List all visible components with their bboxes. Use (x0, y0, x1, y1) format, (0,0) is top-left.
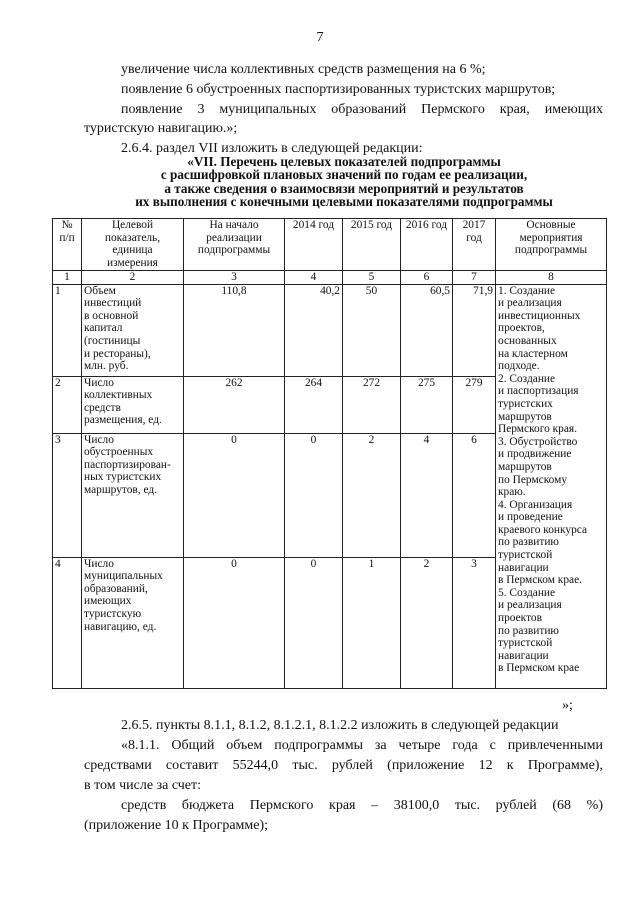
word: – (371, 798, 379, 813)
title-line-4: их выполнения с конечными целевыми показателями подпрограммы (135, 194, 553, 210)
value-2015-cell: 272 (343, 376, 401, 433)
indicator-name-cell: Число обустроенных паспортизирован- ных туристских маршрутов, ед. (82, 433, 184, 557)
header-cell: № п/п (53, 219, 82, 271)
header-cell: Основные мероприятия подпрограммы (496, 219, 607, 271)
intro-line-5: 2.6.4. раздел VII изложить в следующей редакции: (121, 141, 423, 156)
row-number-cell: 4 (53, 557, 82, 688)
value-2015-cell: 2 (343, 433, 401, 557)
outro-line-1: 2.6.5. пункты 8.1.1, 8.1.2, 8.1.2.1, 8.1.2.2 изложить в следующей редакции (121, 718, 559, 733)
word: с (489, 738, 496, 753)
col-number-cell: 2 (82, 271, 184, 285)
start-value-cell: 0 (184, 433, 285, 557)
closing-mark: »; (562, 698, 573, 713)
word: Пермского (249, 798, 314, 813)
header-cell: 2016 год (401, 219, 453, 271)
value-2017-cell: 279 (453, 376, 496, 433)
word: (68 (552, 798, 572, 813)
header-cell: 2014 год (285, 219, 343, 271)
word: Пермского (421, 102, 485, 117)
word: тыс. (454, 798, 481, 813)
word: к (506, 758, 514, 773)
value-2014-cell: 40,2 (285, 284, 343, 376)
intro-line-2: появление 6 обустроенных паспортизированных туристских маршрутов; (121, 82, 556, 97)
outro-line-3 (84, 758, 603, 774)
start-value-cell: 0 (184, 557, 285, 688)
word: бюджета (181, 798, 235, 813)
indicator-name-cell: Объем инвестиций в основной капитал (гостиницы и рестораны), млн. руб. (82, 284, 184, 376)
outro-line-6: (приложение 10 к Программе); (84, 818, 269, 833)
value-2016-cell: 4 (401, 433, 453, 557)
col-number-cell: 3 (184, 271, 285, 285)
section-title (84, 155, 604, 209)
value-2014-cell: 0 (285, 557, 343, 688)
word: тыс. (292, 758, 318, 773)
word: края, (499, 102, 530, 117)
indicators-table (52, 218, 607, 689)
word: 55244,0 (232, 758, 279, 773)
word: Программе), (527, 758, 603, 773)
word: имеющих (544, 102, 603, 117)
column-number-row (53, 271, 607, 285)
word: составит (165, 758, 219, 773)
col-number-cell: 6 (401, 271, 453, 285)
word: рублей (495, 798, 537, 813)
value-2015-cell: 1 (343, 557, 401, 688)
title-line-3: а также сведения о взаимосвязи мероприятий и результатов (164, 180, 524, 196)
measures-cell: 1. Создание и реализация инвестиционных проектов, основанных на кластерном подходе. 2. Создание и паспортизация туристских маршрутов Пермского края. 3. Обустройство и продвижение маршрутов по Пермскому краю. 4. Организация и проведение краевого конкурса по развитию туристской навигации в Пермском крае. 5. Создание и реализация проектов по развитию туристской навигации в Пермском крае (496, 284, 607, 688)
word: (приложение (387, 758, 465, 773)
header-cell: Целевой показатель, единица измерения (82, 219, 184, 271)
value-2015-cell: 50 (343, 284, 401, 376)
word: года (452, 738, 478, 753)
word: объем (226, 738, 263, 753)
row-number-cell: 1 (53, 284, 82, 376)
indicator-name-cell: Число муниципальных образований, имеющих туристскую навигацию, ед. (82, 557, 184, 688)
word: края (329, 798, 356, 813)
intro-line-4: туристскую навигацию.»; (84, 121, 238, 136)
value-2016-cell: 275 (401, 376, 453, 433)
value-2017-cell: 6 (453, 433, 496, 557)
word: четыре (398, 738, 441, 753)
word: привлеченными (507, 738, 603, 753)
word: 3 (197, 102, 205, 117)
col-number-cell: 7 (453, 271, 496, 285)
word: средств (121, 798, 167, 813)
outro-line-4: в том числе за счет: (84, 778, 202, 793)
value-2014-cell: 0 (285, 433, 343, 557)
word: образований (331, 102, 407, 117)
table-header-row (53, 219, 607, 271)
value-2017-cell: 71,9 (453, 284, 496, 376)
word: за (374, 738, 387, 753)
outro-line-2 (121, 738, 603, 754)
word: %) (586, 798, 603, 813)
row-number-cell: 2 (53, 376, 82, 433)
table-row (53, 284, 607, 376)
start-value-cell: 110,8 (184, 284, 285, 376)
header-cell: На начало реализации подпрограммы (184, 219, 285, 271)
col-number-cell: 1 (53, 271, 82, 285)
start-value-cell: 262 (184, 376, 285, 433)
col-number-cell: 4 (285, 271, 343, 285)
value-2016-cell: 2 (401, 557, 453, 688)
page-number: 7 (316, 30, 324, 45)
word: появление (121, 102, 183, 117)
col-number-cell: 5 (343, 271, 401, 285)
word: муниципальных (219, 102, 317, 117)
header-cell: 2015 год (343, 219, 401, 271)
value-2016-cell: 60,5 (401, 284, 453, 376)
col-number-cell: 8 (496, 271, 607, 285)
word: «8.1.1. (121, 738, 160, 753)
indicator-name-cell: Число коллективных средств размещения, ед. (82, 376, 184, 433)
outro-line-5 (121, 798, 603, 814)
title-line-2: с расшифровкой плановых значений по годам ее реализации, (160, 167, 528, 183)
word: средствами (84, 758, 152, 773)
intro-line-3 (121, 102, 603, 118)
row-number-cell: 3 (53, 433, 82, 557)
intro-line-1: увеличение числа коллективных средств размещения на 6 %; (121, 62, 486, 77)
word: рублей (331, 758, 373, 773)
title-line-1: «VII. Перечень целевых показателей подпрограммы (187, 154, 501, 169)
value-2014-cell: 264 (285, 376, 343, 433)
value-2017-cell: 3 (453, 557, 496, 688)
header-cell: 2017 год (453, 219, 496, 271)
word: Общий (171, 738, 215, 753)
word: подпрограммы (274, 738, 364, 753)
word: 38100,0 (393, 798, 440, 813)
word: 12 (478, 758, 493, 773)
